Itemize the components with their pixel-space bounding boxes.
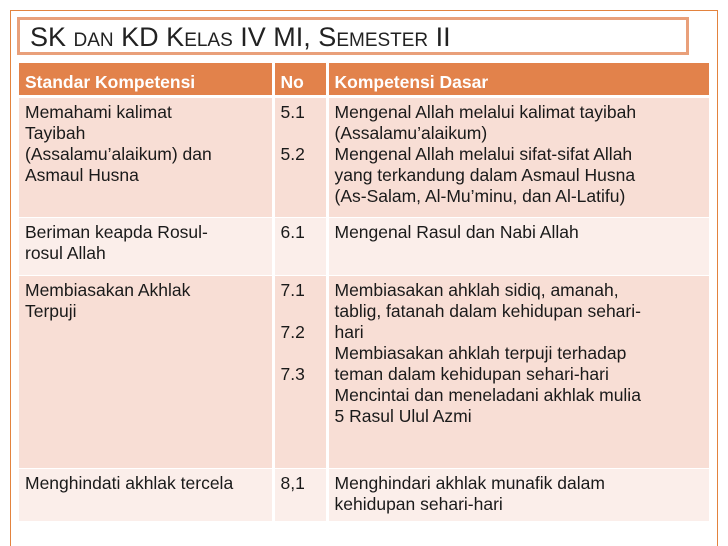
cell-standar: Beriman keapda Rosul- rosul Allah bbox=[19, 217, 273, 275]
cell-no: 7.1 7.2 7.3 bbox=[273, 275, 327, 468]
cell-dasar: Mengenal Allah melalui kalimat tayibah (Assalamu’alaikum) Mengenal Allah melalui sifat-sifat Allah yang terkandung dalam Asmaul Husna (As-Salam, Al-Mu’minu, dan Al-Latifu) bbox=[327, 96, 709, 217]
cell-no: 8,1 bbox=[273, 468, 327, 521]
header-no: No bbox=[273, 63, 327, 96]
table-row bbox=[19, 217, 709, 275]
cell-dasar: Mengenal Rasul dan Nabi Allah bbox=[327, 217, 709, 275]
cell-standar: Memahami kalimat Tayibah (Assalamu’alaikum) dan Asmaul Husna bbox=[19, 96, 273, 217]
competency-table bbox=[19, 63, 709, 522]
cell-standar: Menghindati akhlak tercela bbox=[19, 468, 273, 521]
cell-no: 6.1 bbox=[273, 217, 327, 275]
table-header-row bbox=[19, 63, 709, 96]
header-standar-kompetensi: Standar Kompetensi bbox=[19, 63, 273, 96]
cell-no: 5.1 5.2 bbox=[273, 96, 327, 217]
cell-dasar: Menghindari akhlak munafik dalam kehidupan sehari-hari bbox=[327, 468, 709, 521]
title-bar bbox=[17, 17, 689, 55]
table-row bbox=[19, 468, 709, 521]
cell-dasar: Membiasakan ahklah sidiq, amanah, tablig, fatanah dalam kehidupan sehari- hari Membiasakan ahklah terpuji terhadap teman dalam kehidupan sehari-hari Mencintai dan meneladani akhlak mulia 5 Rasul Ulul Azmi bbox=[327, 275, 709, 468]
slide-title: SK DAN KD KELAS IV MI, SEMESTER II bbox=[30, 22, 451, 52]
header-kompetensi-dasar: Kompetensi Dasar bbox=[327, 63, 709, 96]
cell-standar: Membiasakan Akhlak Terpuji bbox=[19, 275, 273, 468]
table-row bbox=[19, 275, 709, 468]
table-row bbox=[19, 96, 709, 217]
